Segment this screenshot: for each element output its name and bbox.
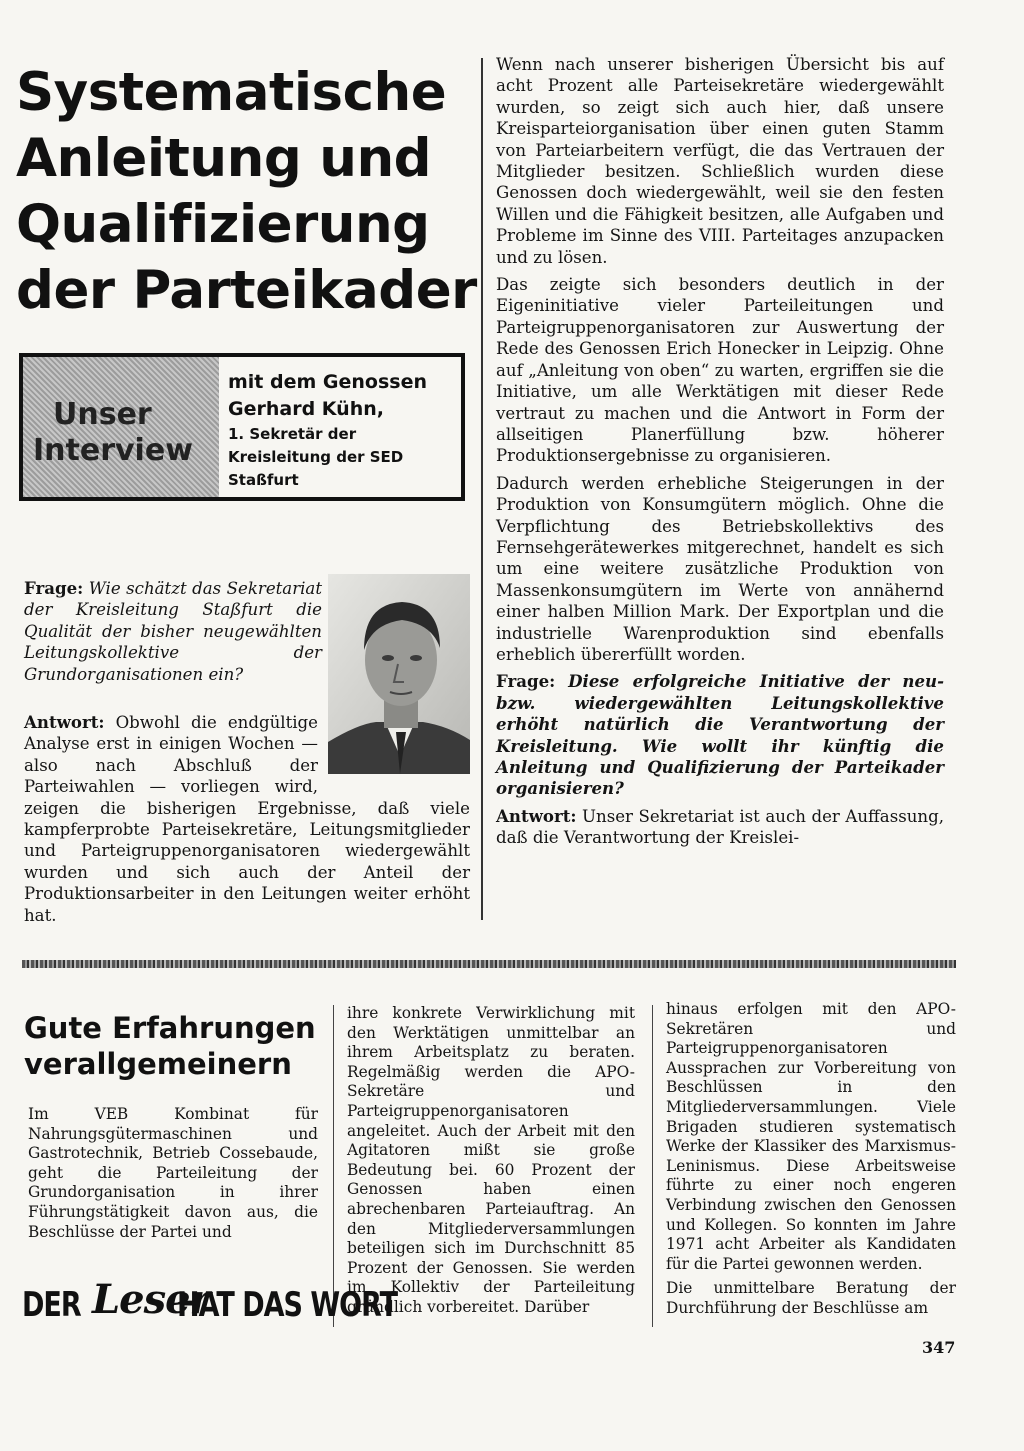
section2-col3 bbox=[666, 1000, 956, 1324]
question-label: Frage: bbox=[496, 671, 556, 692]
logo-script-word: Leser bbox=[92, 1276, 210, 1323]
question-text: Wie schätzt das Sekretariat der Kreisleitung Staßfurt die Qualität der bisher neugewählten Leitungskollektive der Grundorganisationen ein? bbox=[24, 579, 322, 684]
question-text: Diese erfolgreiche Initiative der neu- bzw. wiedergewählten Leitungskollektive erhöht natürlich die Verantwortung der Kreisleitung. Wie wollt ihr künftig die Anleitung und Qualifizierung der Parteikader organisieren? bbox=[496, 671, 945, 799]
photo-wrap-spacer bbox=[318, 712, 470, 784]
section-separator bbox=[22, 960, 956, 968]
title-line: verallgemeinern bbox=[24, 1047, 292, 1081]
column-divider bbox=[652, 1005, 653, 1327]
answer-label: Antwort: bbox=[496, 805, 577, 826]
title-line: Anleitung und bbox=[16, 128, 432, 189]
answer-text: Unser Sekretariat ist auch der Auffassung, daß die Verantwortung der Kreislei- bbox=[496, 806, 944, 848]
info-line: mit dem Genossen bbox=[228, 371, 427, 393]
column-divider bbox=[481, 58, 483, 920]
page-title bbox=[16, 60, 477, 324]
logo-word: HAT DAS WORT bbox=[177, 1286, 398, 1325]
answer-label: Antwort: bbox=[24, 712, 105, 732]
title-line: Gute Erfahrungen bbox=[24, 1011, 316, 1045]
label-line: Interview bbox=[33, 433, 193, 468]
interview-continuation bbox=[496, 54, 944, 855]
interview-q1 bbox=[24, 578, 322, 685]
section-title bbox=[24, 1010, 324, 1082]
paragraph: hinaus erfolgen mit den APO-Sekretären und Parteigruppenorganisatoren Aussprachen zur Vorbereitung von Beschlüssen in den Mitgliederversammlungen. Viele Brigaden studieren systematisch Werke der Klassiker des Marxismus-Leninismus. Diese Arbeitsweise führte zu einer noch engeren Verbindung zwischen den Genossen und Kollegen. So konnten im Jahre 1971 acht Arbeiter als Kandidaten für die Partei gewonnen werden. bbox=[666, 1000, 956, 1273]
interview-label bbox=[33, 397, 223, 469]
paragraph: Die unmittelbare Beratung der Durchführung der Beschlüsse am bbox=[666, 1279, 956, 1317]
interview-q2 bbox=[496, 671, 944, 799]
paragraph: ihre konkrete Verwirklichung mit den Werktätigen unmittelbar an ihrem Arbeitsplatz zu beraten. Regelmäßig werden die APO-Sekretäre und Parteigruppenorganisatoren angeleitet. Auch der Arbeit mit den Agitatoren mißt sie große Bedeutung bei. 60 Prozent der Genossen haben einen abrechenbaren Parteiauftrag. An den Mitgliederversammlungen beteiligen sich im Durchschnitt 85 Prozent der Genossen. Sie werden im Kollektiv der Parteileitung gründlich vorbereitet. Darüber bbox=[347, 1004, 635, 1316]
paragraph: Das zeigte sich besonders deutlich in der Eigeninitiative vieler Parteileitungen und Parteigruppenorganisatoren zur Auswertung der Rede des Genossen Erich Honecker in Leipzig. Ohne auf „Anleitung von oben“ zu warten, ergriffen sie die Initiative, um alle Werktätigen mit dieser Rede vertraut zu machen und die Antwort in Form der allseitigen Planerfüllung bzw. höherer Produktionsergebnisse zu organisieren. bbox=[496, 275, 944, 466]
column-logo bbox=[22, 1276, 398, 1326]
title-line: Systematische bbox=[16, 62, 447, 123]
paragraph: Wenn nach unserer bisherigen Übersicht bis auf acht Prozent alle Parteisekretäre wiedergewählt wurden, so zeigt sich auch hier, daß unsere Kreisparteiorganisation über einen guten Stamm von Parteiarbeitern verfügt, die das Vertrauen der Mitglieder besitzen. Schließlich wurden diese Genossen doch wiedergewählt, weil sie den festen Willen und die Fähigkeit besitzen, alle Aufgaben und Probleme im Sinne des VIII. Parteitages anzupacken und zu lösen. bbox=[496, 55, 944, 267]
info-line: 1. Sekretär der bbox=[228, 425, 357, 443]
interviewee-info bbox=[228, 369, 458, 492]
info-line: Staßfurt bbox=[228, 471, 299, 489]
paragraph: Dadurch werden erhebliche Steigerungen in der Produktion von Konsumgütern möglich. Ohne die Verpflichtung des Betriebskollektivs des Fernsehgerätewerkes mitgerechnet, handelt es sich um eine weitere zusätzliche Produktion von Massenkonsumgütern im Werte von annähernd einer halben Million Mark. Der Exportplan und die industrielle Warenproduktion sind ebenfalls erheblich übererfüllt worden. bbox=[496, 473, 944, 664]
title-line: der Parteikader bbox=[16, 260, 477, 321]
interview-box bbox=[19, 353, 465, 501]
column-divider bbox=[333, 1005, 334, 1327]
section2-col2 bbox=[347, 1004, 635, 1323]
info-line: Kreisleitung der SED bbox=[228, 448, 404, 466]
page-number: 347 bbox=[922, 1338, 956, 1357]
info-line: Gerhard Kühn, bbox=[228, 398, 384, 420]
title-line: Qualifizierung bbox=[16, 194, 430, 255]
paragraph: Im VEB Kombinat für Nahrungsgütermaschinen und Gastrotechnik, Betrieb Cossebaude, geht die Parteileitung der Grundorganisation in ihrer Führungstätigkeit davon aus, die Beschlüsse der Partei und bbox=[28, 1105, 318, 1241]
interview-a2 bbox=[496, 806, 944, 849]
question-label: Frage: bbox=[24, 578, 84, 598]
answer-text: Obwohl die endgültige Analyse erst in einigen Wochen — also nach Abschluß der Parteiwahlen — vorliegen wird, zeigen die bisherigen Ergebnisse, daß viele kampferprobte Parteisekretäre, Leitungsmitglieder und Parteigruppenorganisatoren wiedergewählt wurden und sich auch der Anteil der Produktionsarbeiter in den Leitungen weiter erhöht hat. bbox=[24, 713, 470, 925]
logo-word: DER bbox=[22, 1286, 81, 1325]
label-line: Unser bbox=[53, 397, 152, 432]
section2-col1 bbox=[28, 1105, 318, 1247]
interview-a1 bbox=[24, 712, 470, 926]
